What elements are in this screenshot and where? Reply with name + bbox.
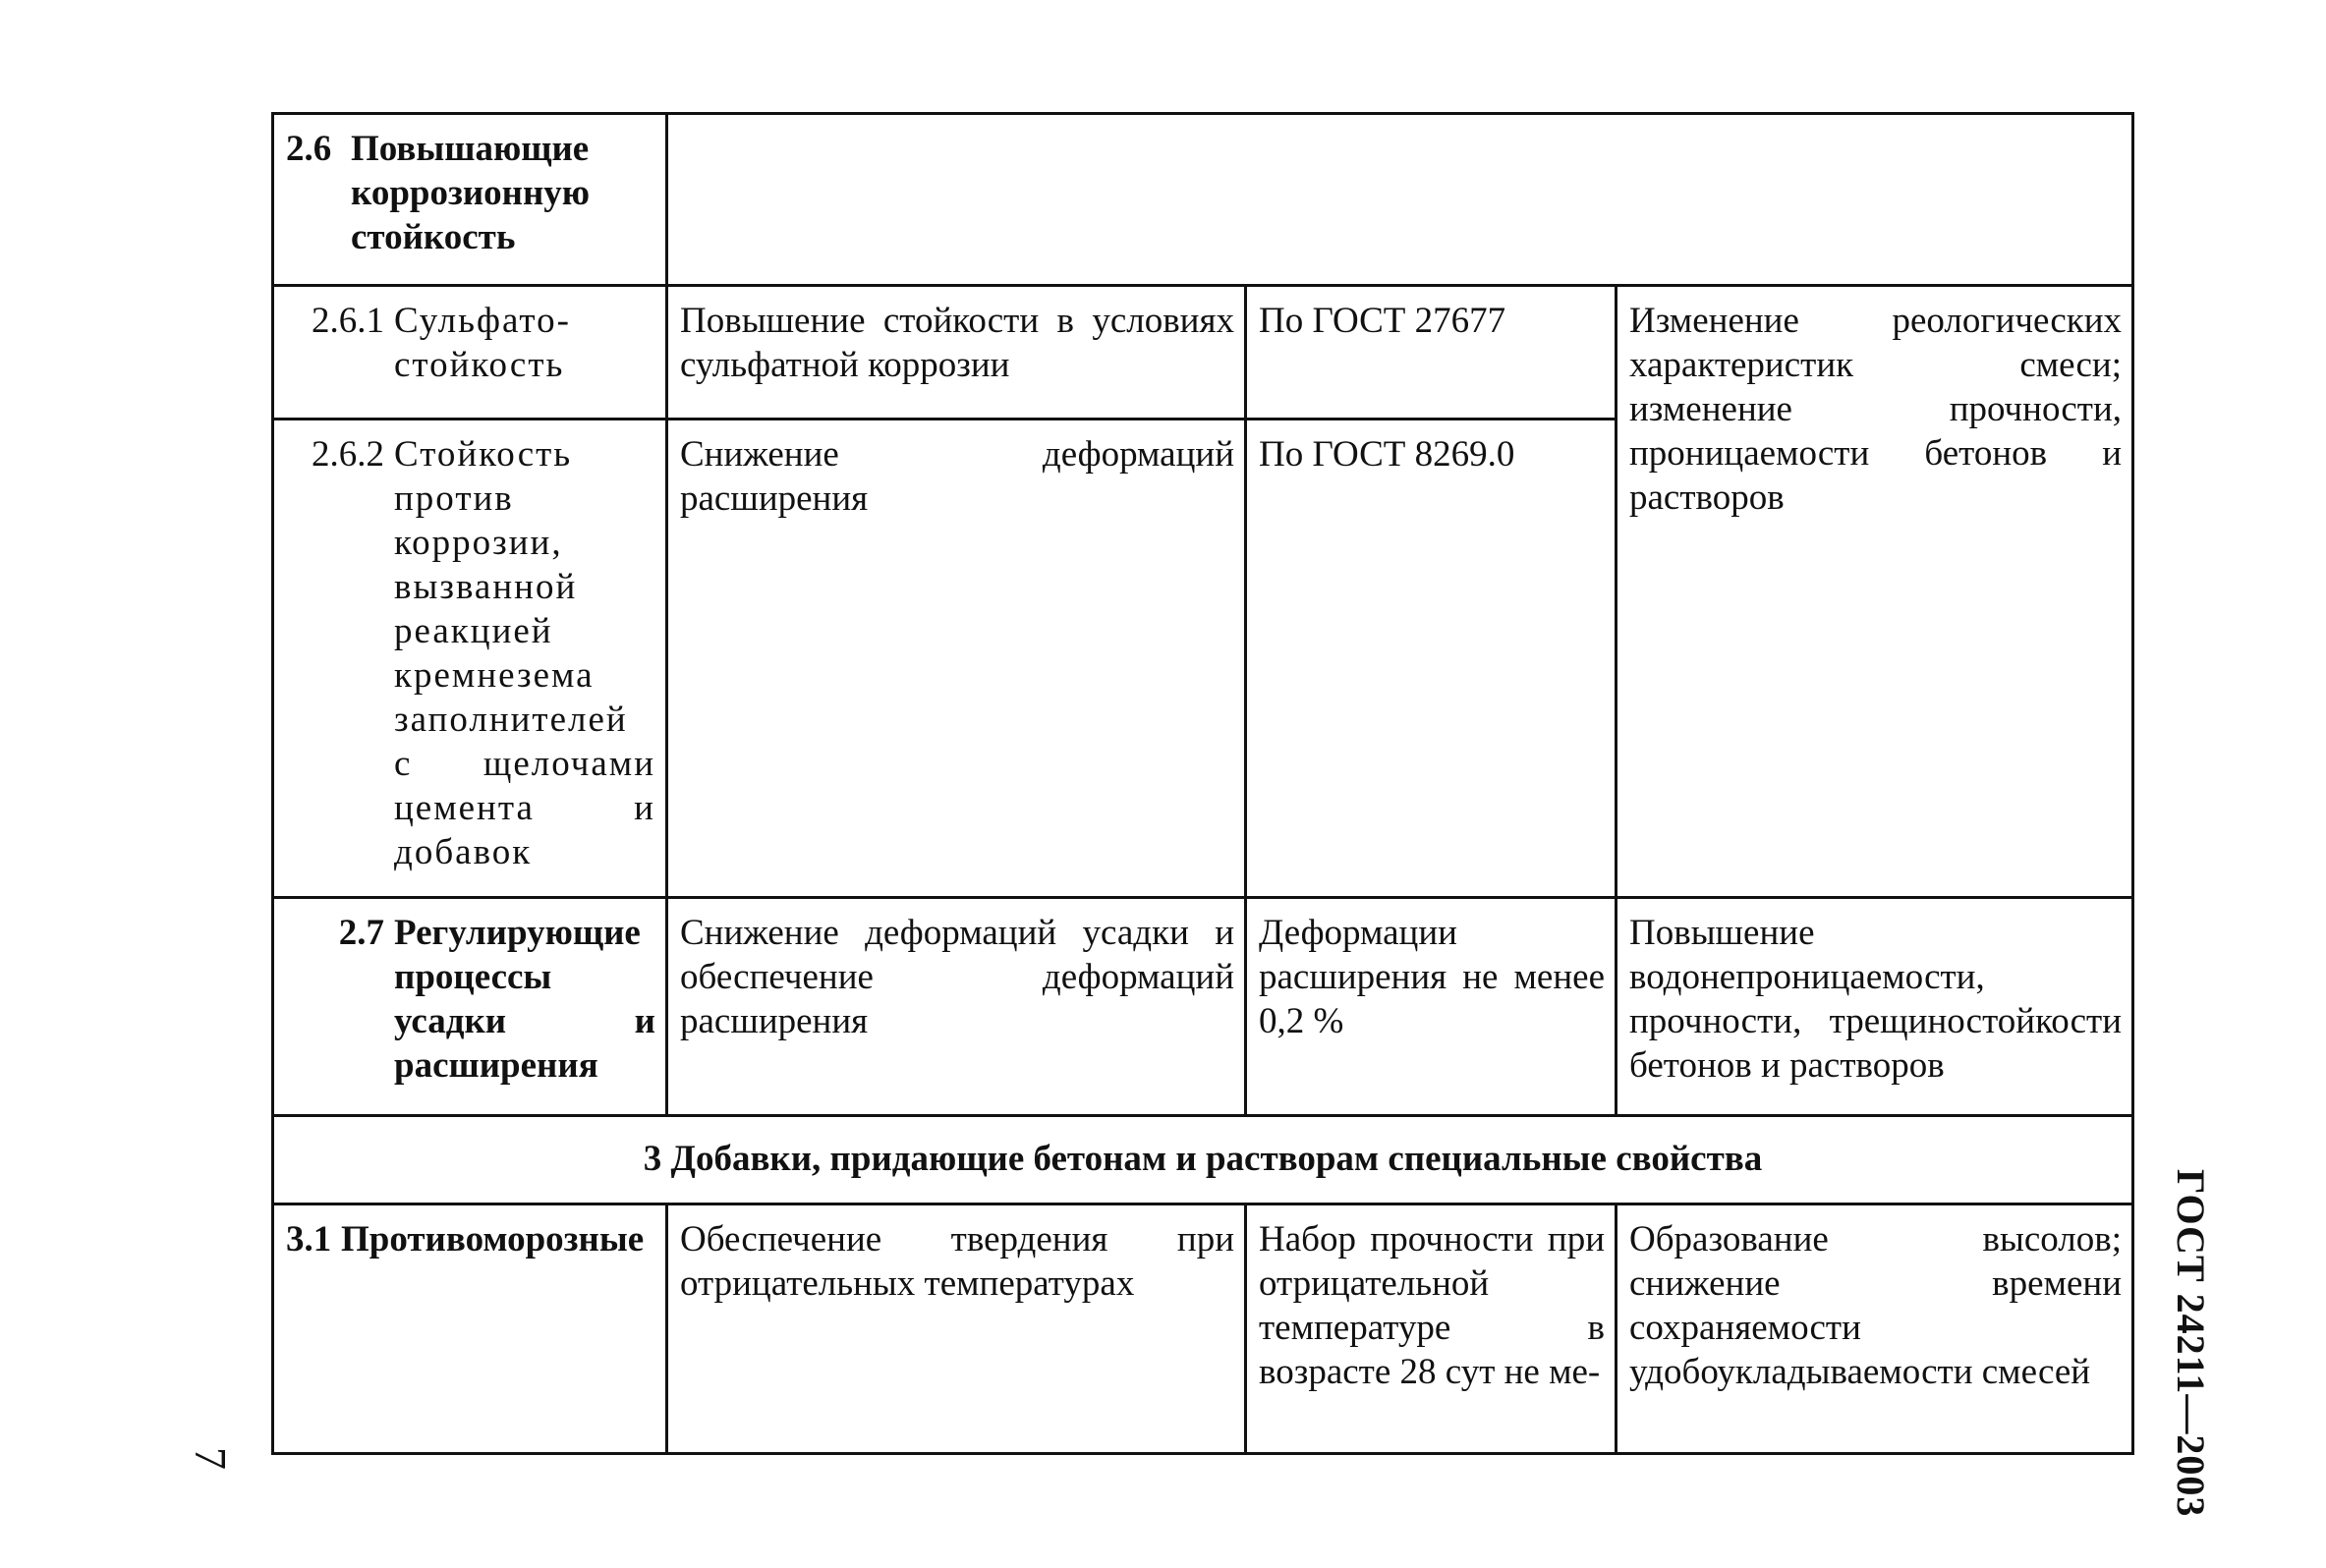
row-label: Повышающие коррозионную стойкость	[351, 129, 591, 257]
cell-2-7-purpose: Снижение деформаций усадки и обеспечение деформаций расширения	[667, 898, 1246, 1116]
additives-table	[271, 112, 2134, 1455]
row-label: Противоморозные	[341, 1219, 645, 1260]
row-code: 2.6	[286, 129, 332, 169]
cell-2-6-empty	[667, 114, 2133, 286]
cell-3-1-criteria: Набор прочности при отрицательной температуре в возрасте 28 сут не ме-	[1246, 1204, 1617, 1454]
cell-2-6-1-purpose: Повышение стойкости в условиях сульфатной коррозии	[667, 286, 1246, 420]
cell-2-6-2-name	[273, 420, 667, 898]
table-row	[273, 1116, 2133, 1204]
row-label: Стойкость против коррозии, вызванной реакцией кремнезема заполнителей с щелочами цемента и добавок	[394, 434, 655, 872]
row-code: 2.6.1	[312, 301, 384, 341]
cell-2-7-side-effects: Повышение водонепроницаемости, прочности, трещиностойкости бетонов и растворов	[1617, 898, 2133, 1116]
row-code: 3.1	[286, 1219, 332, 1260]
cell-2-7-name	[273, 898, 667, 1116]
table-row	[273, 286, 2133, 420]
document-title: ГОСТ 24211—2003	[2169, 1169, 2213, 1518]
cell-2-6-side-effects: Изменение реологических характеристик смеси; изменение прочности, проницаемости бетонов и растворов	[1617, 286, 2133, 898]
cell-3-1-name	[273, 1204, 667, 1454]
cell-2-6-1-name	[273, 286, 667, 420]
cell-2-6-2-purpose: Снижение деформаций расширения	[667, 420, 1246, 898]
cell-3-1-side-effects: Образование высолов; снижение времени сохраняемости удобоукладываемости смесей	[1617, 1204, 2133, 1454]
row-label: Регулирующие процессы усадки и расширения	[394, 913, 655, 1086]
cell-2-6-1-criteria: По ГОСТ 27677	[1246, 286, 1617, 420]
page-number: 7	[186, 1447, 236, 1470]
row-label: Сульфато-стойкость	[394, 301, 571, 385]
cell-3-1-purpose: Обеспечение твердения при отрицательных температурах	[667, 1204, 1246, 1454]
row-code: 2.7	[338, 913, 384, 953]
cell-2-6-name	[273, 114, 667, 286]
table-row	[273, 898, 2133, 1116]
row-code: 2.6.2	[312, 434, 384, 475]
section-3-heading: 3 Добавки, придающие бетонам и растворам специальные свойства	[273, 1116, 2133, 1204]
cell-2-7-criteria: Деформации расширения не менее 0,2 %	[1246, 898, 1617, 1116]
cell-2-6-2-criteria: По ГОСТ 8269.0	[1246, 420, 1617, 898]
table-row	[273, 114, 2133, 286]
table-row	[273, 1204, 2133, 1454]
